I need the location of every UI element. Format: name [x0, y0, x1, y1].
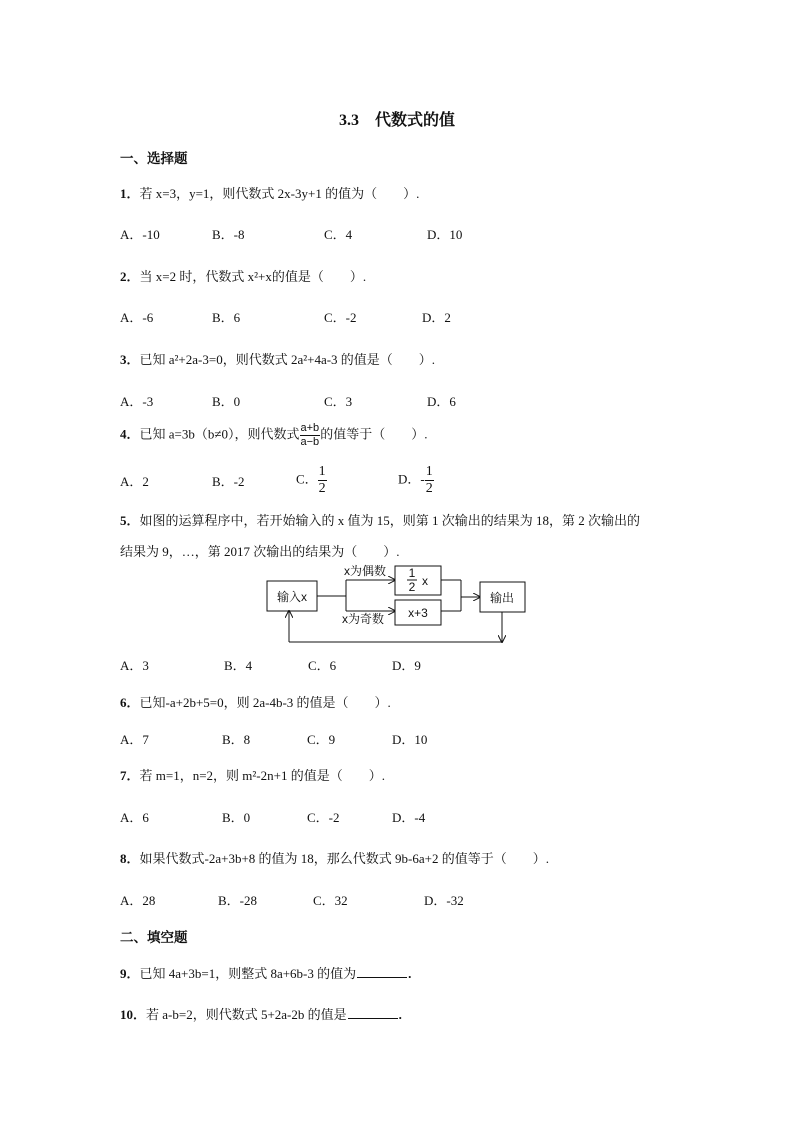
option-c: C．4 — [324, 227, 353, 242]
question-text: 若 a-b=2，则代数式 5+2a-2b 的值是 — [146, 1007, 347, 1022]
question-text-end: 的值等于（ ）. — [320, 426, 428, 442]
option-a: A．6 — [120, 810, 149, 825]
fraction-one-half — [318, 465, 327, 496]
period: . — [408, 966, 412, 981]
question-number: 9． — [120, 966, 140, 981]
odd-condition-label: x为奇数 — [342, 612, 385, 626]
question-4 — [120, 423, 427, 448]
answer-blank[interactable] — [357, 965, 407, 978]
question-text: 已知-a+2b+5=0，则 2a-4b-3 的值是（ ）. — [139, 695, 391, 710]
option-b: B．6 — [212, 310, 241, 325]
question-text: 若 m=1，n=2，则 m²-2n+1 的值是（ ）. — [139, 768, 385, 783]
question-text: 若 x=3，y=1，则代数式 2x-3y+1 的值为（ ）. — [139, 186, 420, 201]
option-a: A．-10 — [120, 227, 160, 242]
option-d — [398, 465, 434, 496]
question-10 — [120, 1004, 402, 1023]
option-b: B．-2 — [212, 474, 245, 489]
question-number: 1． — [120, 186, 140, 201]
option-b: B．0 — [212, 394, 241, 409]
question-text: 如果代数式-2a+3b+8 的值为 18，那么代数式 9b-6a+2 的值等于（ ）. — [139, 851, 549, 866]
option-a: A．2 — [120, 474, 149, 489]
question-text: 如图的运算程序中，若开始输入的 x 值为 15，则第 1 次输出的结果为 18，第 2 次输出的 — [139, 513, 641, 528]
options-6 — [120, 729, 427, 748]
option-b: B．-28 — [218, 893, 258, 908]
question-number: 6． — [120, 695, 140, 710]
option-c: C．3 — [324, 394, 353, 409]
plus-three-label: x+3 — [408, 606, 428, 620]
half-x-box — [395, 566, 441, 595]
input-box-label: 输入x — [276, 590, 308, 604]
option-c: C．32 — [313, 893, 348, 908]
question-5 — [120, 510, 640, 529]
section-heading-choice: 一、选择题 — [120, 151, 188, 166]
option-d: D．9 — [392, 658, 421, 673]
options-3 — [120, 391, 456, 410]
question-7 — [120, 765, 385, 784]
options-1 — [120, 224, 462, 243]
option-c: C．-2 — [307, 810, 340, 825]
question-number: 8． — [120, 851, 140, 866]
output-box-label: 输出 — [489, 591, 515, 605]
even-condition-label: x为偶数 — [344, 564, 387, 578]
options-8 — [120, 890, 464, 909]
fraction-numerator: 1 — [318, 464, 326, 479]
options-5 — [120, 655, 421, 674]
half-numerator: 1 — [408, 566, 416, 580]
question-1 — [120, 183, 419, 202]
section-heading-fill: 二、填空题 — [120, 930, 188, 945]
option-d: D．-32 — [424, 893, 464, 908]
option-d: D．10 — [392, 732, 428, 747]
option-d: D．10 — [427, 227, 463, 242]
question-number: 10． — [120, 1007, 147, 1022]
fraction-a-plus-b-over-a-minus-b — [300, 423, 321, 448]
option-d: D．2 — [422, 310, 451, 325]
operation-flowchart — [258, 560, 538, 650]
question-text: 当 x=2 时，代数式 x²+x的值是（ ）. — [139, 269, 367, 284]
question-9 — [120, 963, 411, 982]
question-2 — [120, 266, 366, 285]
option-c: C．-2 — [324, 310, 357, 325]
option-c-label: C． — [296, 471, 318, 487]
option-b: B．8 — [222, 732, 251, 747]
question-number: 4． — [120, 426, 140, 442]
option-c: C．6 — [308, 658, 337, 673]
fraction-denominator: 2 — [425, 481, 433, 496]
fraction-denominator: 2 — [318, 481, 326, 496]
question-5-line-2: 结果为 9，…，第 2017 次输出的结果为（ ）. — [120, 544, 400, 559]
question-text: 已知 4a+3b=1，则整式 8a+6b-3 的值为 — [139, 966, 357, 981]
option-d: D．-4 — [392, 810, 426, 825]
option-d-label: D． — [398, 471, 421, 487]
question-text: 已知 a=3b（b≠0），则代数式 — [139, 426, 300, 442]
question-3 — [120, 349, 435, 368]
half-denominator: 2 — [408, 580, 416, 594]
option-a: A．28 — [120, 893, 156, 908]
period: . — [398, 1007, 402, 1022]
question-number: 3． — [120, 352, 140, 367]
options-2 — [120, 307, 451, 326]
option-b: B．0 — [222, 810, 251, 825]
question-8 — [120, 848, 549, 867]
option-b: B．-8 — [212, 227, 245, 242]
negative-sign: - — [420, 471, 425, 487]
option-a: A．-3 — [120, 394, 154, 409]
options-4 — [120, 465, 434, 496]
option-a: A．3 — [120, 658, 149, 673]
option-c: C．9 — [307, 732, 336, 747]
fraction-numerator: 1 — [425, 464, 433, 479]
question-6 — [120, 692, 391, 711]
options-7 — [120, 807, 425, 826]
half-x-variable: x — [422, 574, 428, 588]
question-number: 5． — [120, 513, 140, 528]
question-number: 2． — [120, 269, 140, 284]
option-a: A．-6 — [120, 310, 154, 325]
answer-blank[interactable] — [348, 1006, 398, 1019]
option-b: B．4 — [224, 658, 253, 673]
question-text: 已知 a²+2a-3=0，则代数式 2a²+4a-3 的值是（ ）. — [139, 352, 436, 367]
option-c — [296, 465, 398, 496]
option-d: D．6 — [427, 394, 456, 409]
question-number: 7． — [120, 768, 140, 783]
fraction-denominator: a−b — [300, 436, 320, 448]
fraction-numerator: a+b — [300, 422, 320, 434]
option-a: A．7 — [120, 732, 149, 747]
page-title: 3.3 代数式的值 — [338, 112, 455, 129]
fraction-one-half — [425, 465, 434, 496]
